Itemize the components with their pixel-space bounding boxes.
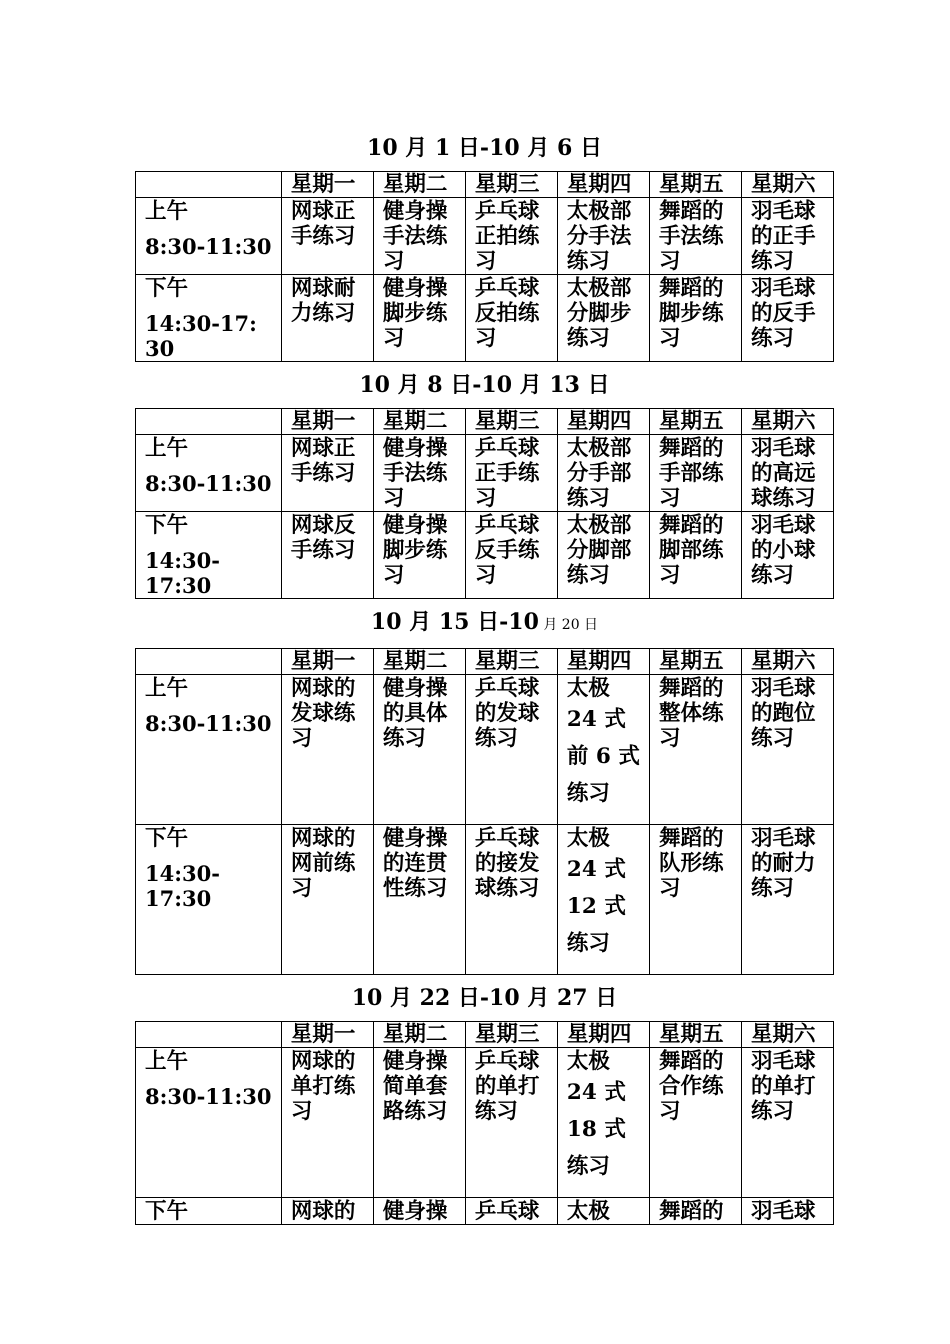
- activity-cell: 网球反手练习: [281, 512, 373, 599]
- week-2-table: [135, 408, 834, 599]
- am-row: [136, 435, 834, 512]
- activity-cell: 舞蹈的合作练习: [649, 1048, 741, 1198]
- activity-cell: 太极部分手部练习: [557, 435, 649, 512]
- taiji-line: 24 式: [566, 1080, 626, 1105]
- day-header: 星期四: [557, 409, 649, 435]
- activity-cell: 舞蹈的: [649, 1198, 741, 1225]
- activity-cell: 太极: [557, 1198, 649, 1225]
- week-3-title: [135, 606, 834, 641]
- taiji-line: 前 6 式: [566, 744, 640, 769]
- day-header: 星期三: [465, 1022, 557, 1048]
- taiji-cell: [557, 825, 649, 975]
- slot-label: 上午: [145, 1049, 189, 1074]
- week-1-table: [135, 171, 834, 362]
- activity-cell: 乒乓球: [465, 1198, 557, 1225]
- activity-cell: 羽毛球的单打练习: [741, 1048, 833, 1198]
- activity-cell: 乒乓球正拍练习: [465, 198, 557, 275]
- activity-cell: 舞蹈的手法练习: [649, 198, 741, 275]
- corner-cell: [136, 409, 282, 435]
- schedule-page: [135, 132, 834, 1232]
- activity-cell: 乒乓球的接发球练习: [465, 825, 557, 975]
- pm-row: [136, 1198, 834, 1225]
- activity-cell: 乒乓球正手练习: [465, 435, 557, 512]
- taiji-cell: [557, 1048, 649, 1198]
- slot-label: 下午: [145, 276, 189, 301]
- day-header: 星期一: [281, 172, 373, 198]
- taiji-line: 12 式: [566, 894, 626, 919]
- slot-label: 上午: [145, 436, 189, 461]
- activity-cell: 乒乓球反拍练习: [465, 275, 557, 362]
- taiji-line: 太极: [566, 826, 610, 851]
- taiji-line: 太极: [566, 1049, 610, 1074]
- activity-cell: 健身操简单套路练习: [373, 1048, 465, 1198]
- day-header: 星期三: [465, 172, 557, 198]
- activity-cell: 网球耐力练习: [281, 275, 373, 362]
- day-header: 星期三: [465, 649, 557, 675]
- corner-cell: [136, 649, 282, 675]
- slot-time: 8:30-11:30: [145, 1084, 272, 1109]
- slot-label: 下午: [145, 513, 189, 538]
- pm-row: [136, 825, 834, 975]
- activity-cell: 健身操的具体练习: [373, 675, 465, 825]
- pm-row: [136, 512, 834, 599]
- slot-cell: [136, 1048, 282, 1198]
- day-header: 星期四: [557, 1022, 649, 1048]
- activity-cell: 太极部分手法练习: [557, 198, 649, 275]
- taiji-line: 24 式: [566, 857, 626, 882]
- activity-cell: 健身操: [373, 1198, 465, 1225]
- am-row: [136, 198, 834, 275]
- activity-cell: 羽毛球的反手练习: [741, 275, 833, 362]
- week-1-title: 10 月 1 日-10 月 6 日: [367, 135, 602, 161]
- taiji-line: 24 式: [566, 707, 626, 732]
- activity-cell: 羽毛球的小球练习: [741, 512, 833, 599]
- activity-cell: 网球的发球练习: [281, 675, 373, 825]
- slot-time: 14:30-17: 30: [145, 311, 257, 361]
- activity-cell: 健身操脚步练习: [373, 275, 465, 362]
- day-header: 星期一: [281, 409, 373, 435]
- slot-label: 上午: [145, 199, 189, 224]
- day-header: 星期六: [741, 649, 833, 675]
- activity-cell: 舞蹈的脚部练习: [649, 512, 741, 599]
- week-3-title-main: 10 月 15 日-10: [370, 609, 539, 635]
- corner-cell: [136, 1022, 282, 1048]
- taiji-line: 练习: [566, 1154, 610, 1179]
- slot-time: 8:30-11:30: [145, 711, 272, 736]
- slot-cell: [136, 675, 282, 825]
- activity-cell: 乒乓球的单打练习: [465, 1048, 557, 1198]
- activity-cell: 乒乓球反手练习: [465, 512, 557, 599]
- slot-cell: [136, 435, 282, 512]
- activity-cell: 网球正手练习: [281, 435, 373, 512]
- day-header: 星期五: [649, 1022, 741, 1048]
- activity-cell: 羽毛球: [741, 1198, 833, 1225]
- activity-cell: 太极部分脚步练习: [557, 275, 649, 362]
- activity-cell: 乒乓球的发球练习: [465, 675, 557, 825]
- day-header: 星期二: [373, 409, 465, 435]
- slot-time: 14:30-17:30: [145, 861, 220, 911]
- slot-cell: [136, 825, 282, 975]
- activity-cell: 健身操手法练习: [373, 198, 465, 275]
- activity-cell: 羽毛球的耐力练习: [741, 825, 833, 975]
- activity-cell: 网球的单打练习: [281, 1048, 373, 1198]
- taiji-line: 练习: [566, 931, 610, 956]
- am-row: [136, 1048, 834, 1198]
- header-row: [136, 172, 834, 198]
- taiji-cell: [557, 675, 649, 825]
- week-2-title: 10 月 8 日-10 月 13 日: [359, 372, 610, 398]
- slot-label: 下午: [145, 826, 189, 851]
- slot-time: 8:30-11:30: [145, 234, 272, 259]
- week-3-title-small: 月 20 日: [538, 617, 599, 633]
- slot-cell: [136, 198, 282, 275]
- day-header: 星期五: [649, 649, 741, 675]
- activity-cell: 舞蹈的整体练习: [649, 675, 741, 825]
- slot-cell: [136, 1198, 282, 1225]
- activity-cell: 舞蹈的脚步练习: [649, 275, 741, 362]
- slot-time: 8:30-11:30: [145, 471, 272, 496]
- taiji-line: 练习: [566, 781, 610, 806]
- slot-label: 下午: [145, 1199, 189, 1224]
- corner-cell: [136, 172, 282, 198]
- week-3-table: [135, 648, 834, 975]
- day-header: 星期五: [649, 409, 741, 435]
- slot-time: 14:30-17:30: [145, 548, 220, 598]
- activity-cell: 健身操脚步练习: [373, 512, 465, 599]
- day-header: 星期四: [557, 172, 649, 198]
- header-row: [136, 1022, 834, 1048]
- header-row: [136, 649, 834, 675]
- day-header: 星期六: [741, 1022, 833, 1048]
- pm-row: [136, 275, 834, 362]
- activity-cell: 健身操的连贯性练习: [373, 825, 465, 975]
- day-header: 星期二: [373, 172, 465, 198]
- slot-label: 上午: [145, 676, 189, 701]
- activity-cell: 网球的: [281, 1198, 373, 1225]
- header-row: [136, 409, 834, 435]
- day-header: 星期六: [741, 172, 833, 198]
- slot-cell: [136, 512, 282, 599]
- activity-cell: 太极部分脚部练习: [557, 512, 649, 599]
- day-header: 星期一: [281, 649, 373, 675]
- day-header: 星期三: [465, 409, 557, 435]
- day-header: 星期四: [557, 649, 649, 675]
- day-header: 星期二: [373, 1022, 465, 1048]
- taiji-line: 18 式: [566, 1117, 626, 1142]
- day-header: 星期二: [373, 649, 465, 675]
- activity-cell: 网球正手练习: [281, 198, 373, 275]
- taiji-line: 太极: [566, 676, 610, 701]
- activity-cell: 羽毛球的高远球练习: [741, 435, 833, 512]
- day-header: 星期五: [649, 172, 741, 198]
- activity-cell: 羽毛球的跑位练习: [741, 675, 833, 825]
- slot-cell: [136, 275, 282, 362]
- week-4-table: [135, 1021, 834, 1225]
- am-row: [136, 675, 834, 825]
- activity-cell: 羽毛球的正手练习: [741, 198, 833, 275]
- activity-cell: 网球的网前练习: [281, 825, 373, 975]
- day-header: 星期一: [281, 1022, 373, 1048]
- activity-cell: 舞蹈的队形练习: [649, 825, 741, 975]
- week-4-title: 10 月 22 日-10 月 27 日: [351, 985, 618, 1011]
- day-header: 星期六: [741, 409, 833, 435]
- activity-cell: 健身操手法练习: [373, 435, 465, 512]
- activity-cell: 舞蹈的手部练习: [649, 435, 741, 512]
